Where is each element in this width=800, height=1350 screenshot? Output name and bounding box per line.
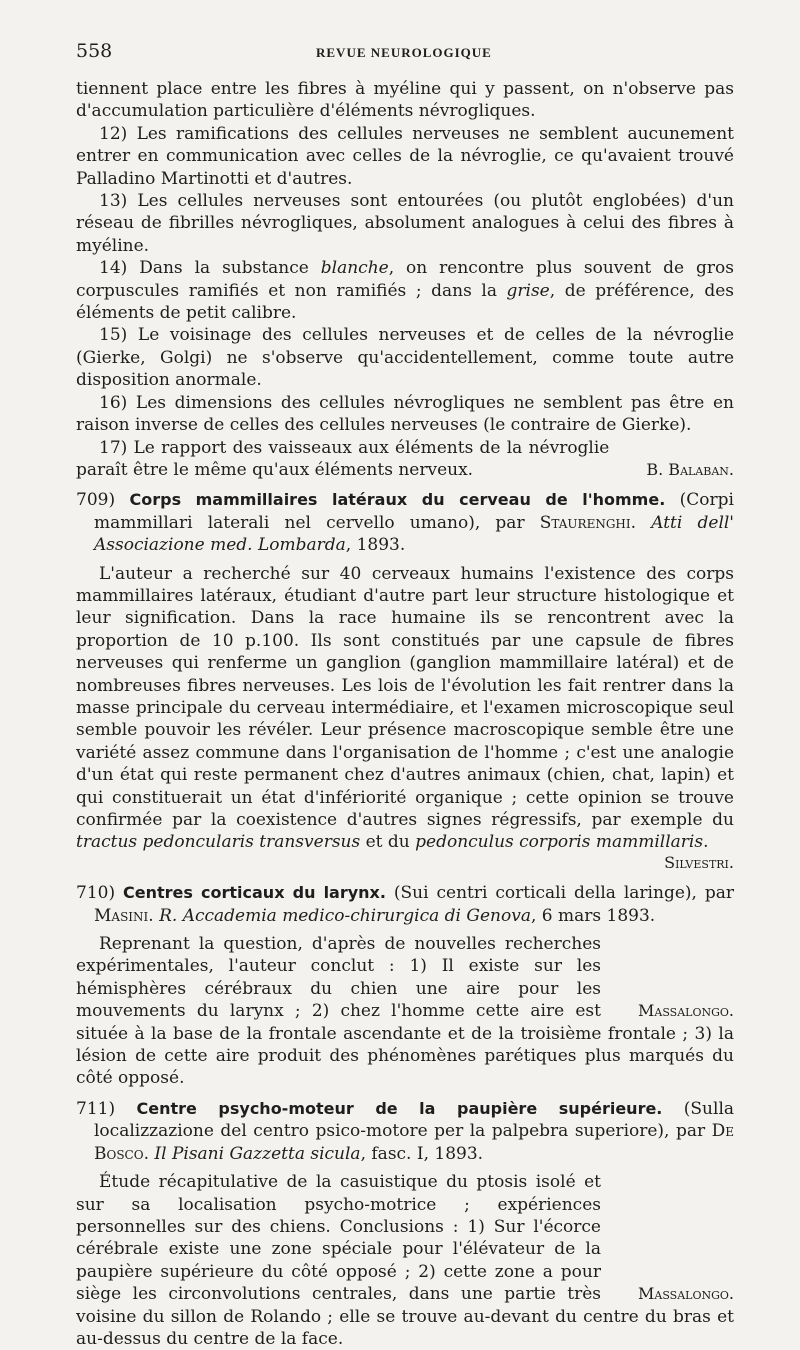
entry-710-title: Centres corticaux du larynx. <box>123 883 386 903</box>
entry-709-body <box>76 563 734 854</box>
entry-711-source: Il Pisani Gazzetta sicula <box>148 1143 361 1164</box>
entry-710-ref: (Sui centri corticali della laringe), par <box>385 883 734 904</box>
entry-711-author: De Bosco. <box>94 1121 734 1164</box>
running-head <box>76 40 734 66</box>
entry-710-author: Masini. <box>94 905 154 926</box>
entry-709-body-em1: tractus pedoncularis transversus <box>76 832 361 853</box>
entry-710-number: 710) <box>76 883 116 904</box>
entry-710-heading <box>76 882 734 927</box>
entry-709-title: Corps mammillaires latéraux du cerveau de l'homme. <box>129 490 666 510</box>
entry-711-heading <box>76 1098 734 1165</box>
entry-709-heading <box>76 489 734 556</box>
journal-title: REVUE NEUROLOGIQUE <box>316 45 492 60</box>
entry-710-date: , 6 mars 1893. <box>530 905 656 926</box>
point-12: 12) Les ramifications des cellules nerveuses ne semblent aucunement entrer en communication avec celles de la névroglie, ce qu'avaient trouvé Palladino Martinotti et d'autres. <box>76 123 734 189</box>
entry-709-source: Atti dell' Associazione med. Lombarda <box>94 512 734 556</box>
continuation-paragraph: tiennent place entre les fibres à myéline qui y passent, on n'observe pas d'accumulation particulière d'éléments névrogliques. <box>76 79 734 122</box>
entry-709-date: , 1893. <box>345 535 406 556</box>
point-14 <box>76 257 734 324</box>
entry-710-signature: Massalongo. <box>638 1001 734 1021</box>
page-number: 558 <box>76 40 113 62</box>
point-13: 13) Les cellules nerveuses sont entourées (ou plutôt englobées) d'un réseau de fibrilles névrogliques, absolument analogues à celui des fibres à myéline. <box>76 191 734 256</box>
point-14-em-blanche: blanche <box>320 258 389 279</box>
entry-709 <box>76 489 734 874</box>
point-14-text-b: , on rencontre plus souvent de gros corpuscules ramifiés et non ramifiés ; dans la <box>76 258 735 301</box>
entry-710-body <box>76 933 734 1090</box>
entry-709-number: 709) <box>76 490 116 511</box>
entry-711-title: Centre psycho-moteur de la paupière supérieure. <box>136 1098 663 1118</box>
entry-709-body-em2: pedonculus corporis mammillaris <box>415 832 704 853</box>
entry-711-ref: (Sulla localizzazione del centro psico-motore per la palpebra superiore), par <box>94 1098 735 1142</box>
entry-709-body-b: et du <box>360 832 416 853</box>
point-14-em-grise: grise <box>506 280 550 301</box>
entry-710-body-text: Reprenant la question, d'après de nouvelles recherches expérimentales, l'auteur conclut : 1) Il existe sur les hémisphères cérébraux du chien une aire pour les mouvements du larynx ; 2) chez l'homme cette aire est située à la base de la frontale ascendante et de la troisième frontale ; 3) la lésion de cette aire produit des phénomènes parétiques plus marqués du côté opposé. <box>76 934 734 1089</box>
entry-709-signature: Silvestri. <box>664 852 734 872</box>
entry-711-body <box>76 1171 734 1350</box>
entry-709-body-c: . <box>703 832 709 853</box>
signature-balaban: B. Balaban. <box>646 459 734 479</box>
entry-711-body-text: Étude récapitulative de la casuistique du ptosis isolé et sur sa localisation psycho-motrice ; expériences personnelles sur des chiens. Conclusions : 1) Sur l'écorce cérébrale existe une zone spéciale pour l'élévateur de la paupière supérieure du côté opposé ; 2) cette zone a pour siège les circonvolutions centrales, dans une partie très voisine du sillon de Rolando ; elle se trouve au-devant du centre du bras et au-dessus du centre de la face. <box>76 1172 734 1349</box>
entry-710 <box>76 882 734 1090</box>
point-17 <box>76 437 734 482</box>
point-14-text-a: 14) Dans la substance <box>99 258 321 279</box>
entry-711-signature: Massalongo. <box>638 1284 734 1304</box>
entry-711-date: , fasc. I, 1893. <box>360 1143 484 1164</box>
entry-710-source: R. Accademia medico-chirurgica di Genova <box>153 905 531 926</box>
point-16: 16) Les dimensions des cellules névrogliques ne semblent pas être en raison inverse de celles des cellules nerveuses (le contraire de Gierke). <box>76 392 734 436</box>
entry-709-body-a: L'auteur a recherché sur 40 cerveaux humains l'existence des corps mammillaires latéraux, étudiant d'autre part leur structure histologique et leur signification. Dans la race humaine ils se rencontrent avec la proportion de 10 p.100. Ils sont constitués par une capsule de fibres nerveuses qui renferme un ganglion (ganglion mammillaire latéral) et de nombreuses fibres nerveuses. Les lois de l'évolution les fait rentrer dans la masse principale du cerveau intermédiaire, et l'examen microscopique seul semble pouvoir les révéler. Leur présence macroscopique semble être une variété assez commune dans l'organisation de l'homme ; c'est une analogie d'un état qui reste permanent chez d'autres animaux (chien, chat, lapin) et qui constituerait un état d'infériorité organique ; cette opinion se trouve confirmée par la coexistence d'autres signes régressifs, par exemple du <box>76 563 734 830</box>
entry-711-number: 711) <box>76 1098 116 1119</box>
entry-709-ref: (Corpi mammillari laterali nel cervello umano), par <box>94 490 734 533</box>
point-14-text-c: , de préférence, des éléments de petit calibre. <box>76 280 734 324</box>
point-17-text: 17) Le rapport des vaisseaux aux éléments de la névroglie paraît être le même qu'aux éléments nerveux. <box>76 437 610 480</box>
entry-709-author: Staurenghi. <box>539 512 637 533</box>
point-15: 15) Le voisinage des cellules nerveuses et de celles de la névroglie (Gierke, Golgi) ne s'observe qu'accidentellement, comme toute autre disposition anormale. <box>76 325 734 391</box>
entry-711 <box>76 1098 734 1350</box>
